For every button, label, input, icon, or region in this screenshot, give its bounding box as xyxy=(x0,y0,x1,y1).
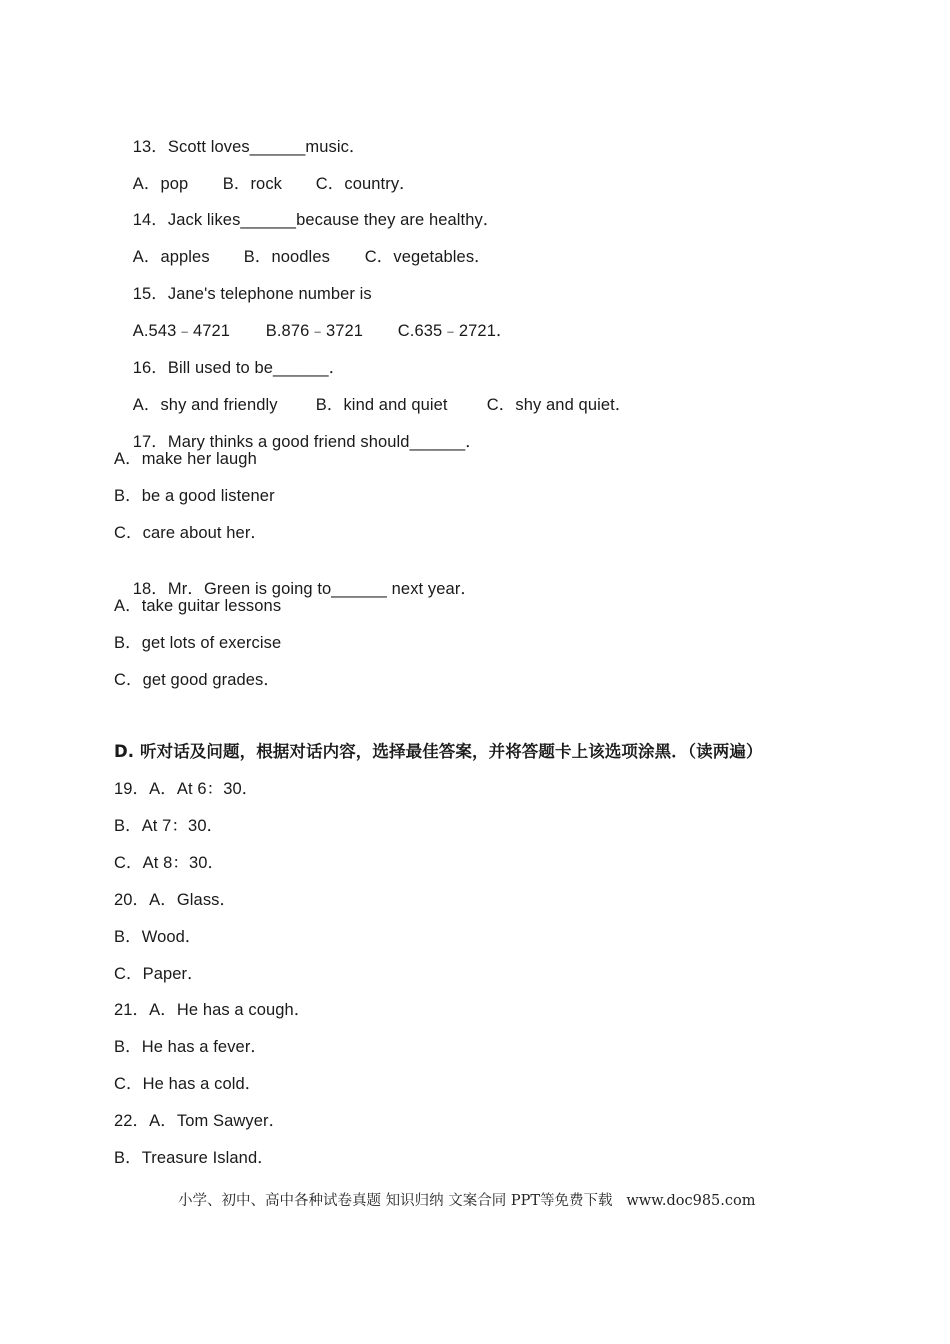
question-text: Jack likes______because they are healthy． xyxy=(167,211,500,229)
question-text: Scott loves______music． xyxy=(167,138,366,156)
question-19: 19．A．At 6：30． xyxy=(114,780,259,798)
question-number: 16． xyxy=(132,359,168,377)
question-text: Mr．Green is going to______ next year． xyxy=(167,580,478,598)
question-text: Jane's telephone number is xyxy=(167,285,372,303)
question-18-option-b: B．get lots of exercise xyxy=(114,634,282,652)
option-b: B．noodles xyxy=(243,248,330,266)
option-b: B．kind and quiet xyxy=(315,396,448,414)
question-18-option-a: A．take guitar lessons xyxy=(114,597,282,615)
question-number: 17． xyxy=(132,433,168,451)
option-a: A．pop xyxy=(132,175,189,193)
question-number: 13． xyxy=(132,138,168,156)
question-text: Mary thinks a good friend should______． xyxy=(167,433,482,451)
option-a: A.543﹣4721 xyxy=(132,322,231,340)
question-17-option-b: B．be a good listener xyxy=(114,487,275,505)
option-c: C．shy and quiet． xyxy=(486,396,632,414)
question-20: 20．A．Glass． xyxy=(114,891,237,909)
question-18-option-c: C．get good grades． xyxy=(114,671,280,689)
question-22-option-b: B．Treasure Island． xyxy=(114,1149,274,1167)
option-b: B．rock xyxy=(222,175,283,193)
option-c: C.635﹣2721． xyxy=(397,322,513,340)
option-b: B.876﹣3721 xyxy=(265,322,364,340)
option-c: C．country． xyxy=(315,175,416,193)
question-text: Bill used to be______． xyxy=(167,359,346,377)
question-21-option-b: B．He has a fever． xyxy=(114,1038,268,1056)
option-a: A．apples xyxy=(132,248,210,266)
question-20-option-b: B．Wood． xyxy=(114,928,202,946)
question-19-option-b: B．At 7：30． xyxy=(114,817,224,835)
section-d-heading: D. 听对话及问题，根据对话内容，选择最佳答案，并将答题卡上该选项涂黑．（读两遍） xyxy=(114,742,763,761)
page-footer: 小学、初中、高中各种试卷真题 知识归纳 文案合同 PPT等免费下载 www.doc985.com xyxy=(178,1193,756,1209)
question-19-option-c: C．At 8：30． xyxy=(114,854,225,872)
question-17-option-a: A．make her laugh xyxy=(114,450,257,468)
option-c: C．vegetables． xyxy=(364,248,491,266)
question-22: 22．A．Tom Sawyer． xyxy=(114,1112,286,1130)
question-number: 14． xyxy=(132,211,168,229)
question-20-option-c: C．Paper． xyxy=(114,965,204,983)
question-21-option-c: C．He has a cold． xyxy=(114,1075,262,1093)
option-a: A．shy and friendly xyxy=(132,396,278,414)
question-17-option-c: C．care about her． xyxy=(114,524,268,542)
question-21: 21．A．He has a cough． xyxy=(114,1001,311,1019)
question-number: 15． xyxy=(132,285,168,303)
question-number: 18． xyxy=(132,580,168,598)
